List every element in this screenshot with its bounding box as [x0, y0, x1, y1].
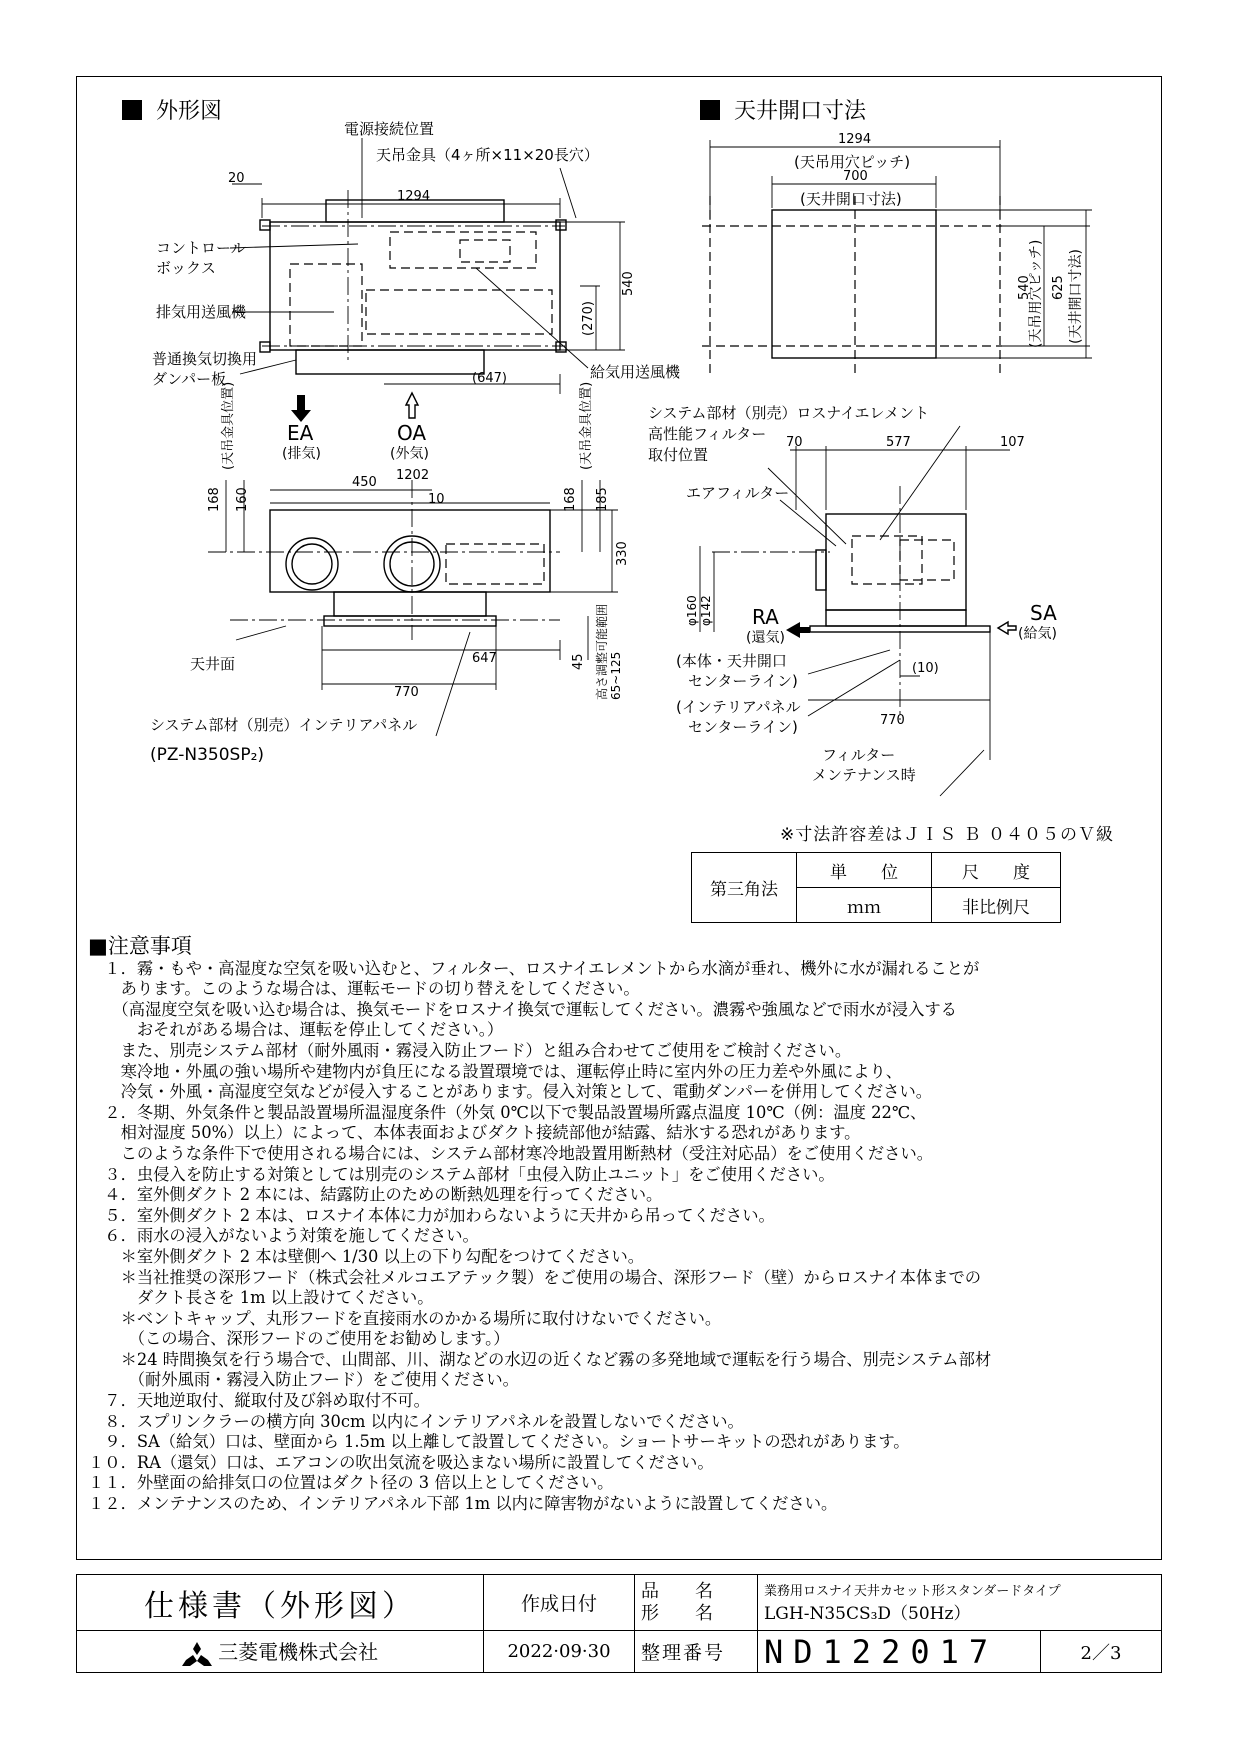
dim-647: 647 [472, 651, 497, 666]
dim-625: 625 [1051, 275, 1066, 300]
dim-1294-ceiling: 1294 [838, 132, 872, 147]
dim-540-ceiling: 540 [1017, 275, 1032, 300]
note-line: 寒冷地・外風の強い場所や建物内が負圧になる設置環境では、運転停止時に室内外の圧力差や外風により、 [88, 1061, 903, 1081]
name-model-labels [635, 1575, 758, 1631]
label-sa: SA [1030, 601, 1057, 625]
dim-168-left: 168 [207, 487, 222, 512]
note-line: ＊ベントキャップ、丸形フードを直接雨水のかかる場所に取付けないでください。 [88, 1308, 722, 1328]
note-line: ＊24 時間換気を行う場合で、山間部、川、湖などの水辺の近くなど霧の多発地域で運転を行う場合、別売システム部材 [88, 1349, 992, 1369]
dim-770-front: 770 [394, 685, 419, 700]
top-bottom-stub [296, 350, 484, 374]
product-cell [758, 1575, 1162, 1631]
note-line: １０．RA（還気）口は、エアコンの吹出気流を吸込まない場所に設置してください。 [88, 1452, 714, 1472]
label-hanger-pos-left: (天吊金具位置) [221, 381, 236, 470]
dim-10: 10 [428, 492, 445, 507]
label-ea-sub: (排気) [282, 446, 321, 462]
side-view [648, 404, 1057, 796]
note-line: （この場合、深形フードのご使用をお勧めします。） [88, 1329, 510, 1349]
label-center-3: (インテリアパネル [676, 698, 801, 716]
product-name: 業務用ロスナイ天井カセット形スタンダードタイプ [764, 1583, 1061, 1599]
doc-title: 仕様書（外形図） [77, 1575, 484, 1631]
ea-duct-outer [286, 538, 338, 590]
supply-duct-outline [366, 290, 552, 334]
top-view [152, 120, 681, 394]
dim-10-side: (10) [912, 661, 939, 676]
note-line: ＊当社推奨の深形フード（株式会社メルコエアテック製）をご使用の場合、深形フード（壁）からロスナイ本体までの [88, 1267, 982, 1287]
dim-160: 160 [235, 487, 250, 512]
dim-168-right: 168 [563, 487, 578, 512]
ref-label: 整理番号 [635, 1631, 758, 1673]
note-line: ６．雨水の浸入がないよう対策を施してください。 [88, 1226, 479, 1246]
ref-number: ND122017 [758, 1631, 1041, 1673]
label-control-box-1: コントロール [156, 239, 246, 257]
label-hepa-2: 取付位置 [648, 446, 709, 464]
front-inner-duct [446, 544, 544, 584]
label-ea: EA [287, 421, 314, 445]
label-ra-sub: (還気) [746, 630, 785, 646]
label-hanger-pos-right: (天吊金具位置) [579, 381, 594, 470]
front-body-outline [270, 510, 550, 592]
label-sa-sub: (給気) [1018, 626, 1057, 642]
ea-duct-inner [292, 544, 332, 584]
dim-450: 450 [352, 475, 377, 490]
created-label: 作成日付 [484, 1575, 635, 1631]
name-label: 品 名 [641, 1580, 713, 1602]
label-power-position: 電源接続位置 [344, 120, 435, 138]
note-line: ４．室外側ダクト 2 本には、結露防止のための断熱処理を行ってください。 [88, 1185, 663, 1205]
model-name: LGH-N35CS₃D（50Hz） [764, 1603, 971, 1624]
label-maint-2: メンテナンス時 [812, 766, 916, 784]
side-body-outline [826, 514, 966, 610]
notes-section [88, 936, 1148, 1515]
dim-45: 45 [571, 653, 586, 670]
top-body-outline [270, 222, 560, 350]
unit-value: ｍｍ [797, 888, 932, 923]
note-line: ３．虫侵入を防止する対策としては別売のシステム部材「虫侵入防止ユニット」をご使用ください。 [88, 1164, 835, 1184]
label-center-1: (本体・天井開口 [676, 652, 787, 670]
label-hepa-1: 高性能フィルター [648, 425, 767, 443]
dim-20: 20 [228, 171, 245, 186]
label-element: システム部材（別売）ロスナイエレメント [648, 404, 930, 422]
label-air-filter: エアフィルター [686, 484, 790, 502]
unit-label: 単 位 [797, 853, 932, 888]
page-number: 2／3 [1041, 1631, 1162, 1673]
label-opening-vertical: (天井開口寸法) [1068, 249, 1084, 344]
label-maint-1: フィルター [822, 746, 896, 764]
label-hanger: 天吊金具（4ヶ所×11×20長穴） [376, 146, 599, 164]
label-pitch-vertical: (天吊用穴ピッチ) [1028, 239, 1044, 348]
scale-label: 尺 度 [932, 853, 1061, 888]
label-supply-fan: 給気用送風機 [590, 363, 681, 381]
title-block [76, 1574, 1162, 1673]
dim-1202: 1202 [396, 468, 430, 483]
dim-647-top: (647) [472, 371, 507, 386]
opening-rect [772, 210, 936, 358]
note-line: ９．SA（給気）口は、壁面から 1.5m 以上離して設置してください。ショートサーキットの恐れがあります。 [88, 1432, 910, 1452]
label-opening: (天井開口寸法) [800, 190, 902, 208]
label-center-2: センターライン) [688, 672, 798, 690]
front-panel-stub [334, 592, 486, 616]
created-date: 2022·09·30 [484, 1631, 635, 1673]
label-pitch: (天吊用穴ピッチ) [794, 153, 911, 171]
dim-700: 700 [843, 169, 868, 184]
note-line: 冷気・外風・高湿度空気などが侵入することがあります。侵入対策として、電動ダンパーを併用してください。 [88, 1082, 933, 1102]
label-ra: RA [752, 605, 779, 629]
dim-770-side: 770 [880, 713, 905, 728]
dim-range: 65~125 [609, 651, 623, 700]
dim-dia-160: φ160 [685, 595, 699, 626]
dim-270: (270) [581, 301, 596, 336]
dim-107: 107 [1000, 435, 1025, 450]
control-box-outline [460, 240, 510, 262]
note-line: また、別売システム部材（耐外風雨・霧浸入防止フード）と組み合わせてご使用をご検討ください。 [88, 1040, 852, 1060]
note-line: 相対湿度 50%）以上）によって、本体表面およびダクト接続部他が結露、結氷する恐れがあります。 [88, 1123, 861, 1143]
label-exhaust-fan: 排気用送風機 [156, 303, 247, 321]
dim-70: 70 [786, 435, 803, 450]
dim-330: 330 [615, 541, 630, 566]
outline-title-text: 外形図 [156, 99, 223, 124]
notes-heading: ■注意事項 [88, 934, 192, 958]
note-line: ７．天地逆取付、縦取付及び斜め取付不可。 [88, 1391, 430, 1411]
dim-577: 577 [886, 435, 911, 450]
note-line: ５．室外側ダクト 2 本は、ロスナイ本体に力が加わらないように天井から吊ってください。 [88, 1205, 775, 1225]
note-line: １．霧・もや・高湿度な空気を吸い込むと、フィルター、ロスナイエレメントから水滴が垂れ、機外に水が漏れることが [88, 958, 980, 978]
note-line: ２．冬期、外気条件と製品設置場所温湿度条件（外気 0℃以下で製品設置場所露点温度 10℃（例：温度 22℃、 [88, 1102, 927, 1122]
tolerance-note: ※寸法許容差はＪＩＳ Ｂ ０４０５のＶ級 [780, 825, 1115, 845]
label-center-4: センターライン) [688, 718, 798, 736]
dim-1294-top: 1294 [397, 189, 431, 204]
dim-540-top: 540 [621, 271, 636, 296]
company-name: 三菱電機株式会社 [218, 1640, 379, 1665]
ceiling-opening-view [702, 132, 1092, 376]
label-control-box-2: ボックス [156, 259, 216, 277]
front-panel [324, 616, 496, 626]
label-panel: システム部材（別売）インテリアパネル [150, 716, 418, 734]
label-oa-sub: (外気) [390, 446, 429, 462]
dim-dia-142: φ142 [699, 595, 713, 626]
note-line: （耐外風雨・霧浸入防止フード）をご使用ください。 [88, 1370, 519, 1390]
label-height-adj: 高さ調整可能範囲 [595, 603, 609, 700]
exhaust-fan-outline [290, 264, 362, 346]
label-ceiling-surface: 天井面 [190, 655, 236, 673]
label-oa: OA [397, 421, 427, 445]
note-line: ダクト長さを 1m 以上設けてください。 [88, 1288, 434, 1308]
mitsubishi-logo-icon [182, 1641, 212, 1667]
scale-value: 非比例尺 [932, 888, 1061, 923]
dim-185: 185 [595, 487, 610, 512]
note-line: あります。このような場合は、運転モードの切り替えをしてください。 [88, 979, 640, 999]
ceiling-title-text: 天井開口寸法 [734, 99, 867, 124]
note-line: １１．外壁面の給排気口の位置はダクト径の 3 倍以上としてください。 [88, 1473, 614, 1493]
note-line: １２．メンテナンスのため、インテリアパネル下部 1m 以内に障害物がないように設置してください。 [88, 1494, 838, 1514]
front-view [150, 382, 630, 765]
label-damper-2: ダンパー板 [152, 370, 227, 388]
note-line: （高湿度空気を吸い込む場合は、換気モードをロスナイ換気で運転してください。濃霧や強風などで雨水が浸入する [88, 999, 957, 1019]
note-line: ８．スプリンクラーの横方向 30cm 以内にインテリアパネルを設置しないでください。 [88, 1411, 744, 1431]
company-cell [77, 1631, 484, 1673]
model-label: 形 名 [641, 1602, 713, 1624]
label-panel-model: (PZ-N350SP₂) [150, 745, 265, 765]
projection-method: 第三角法 [692, 853, 797, 923]
label-damper-1: 普通換気切換用 [152, 350, 258, 368]
note-line: ＊室外側ダクト 2 本は壁側へ 1/30 以上の下り勾配をつけてください。 [88, 1246, 645, 1266]
note-line: おそれがある場合は、運転を停止してください。） [88, 1020, 504, 1040]
projection-table [691, 852, 1061, 923]
note-line: このような条件下で使用される場合には、システム部材寒冷地設置用断熱材（受注対応品）をご使用ください。 [88, 1143, 934, 1163]
